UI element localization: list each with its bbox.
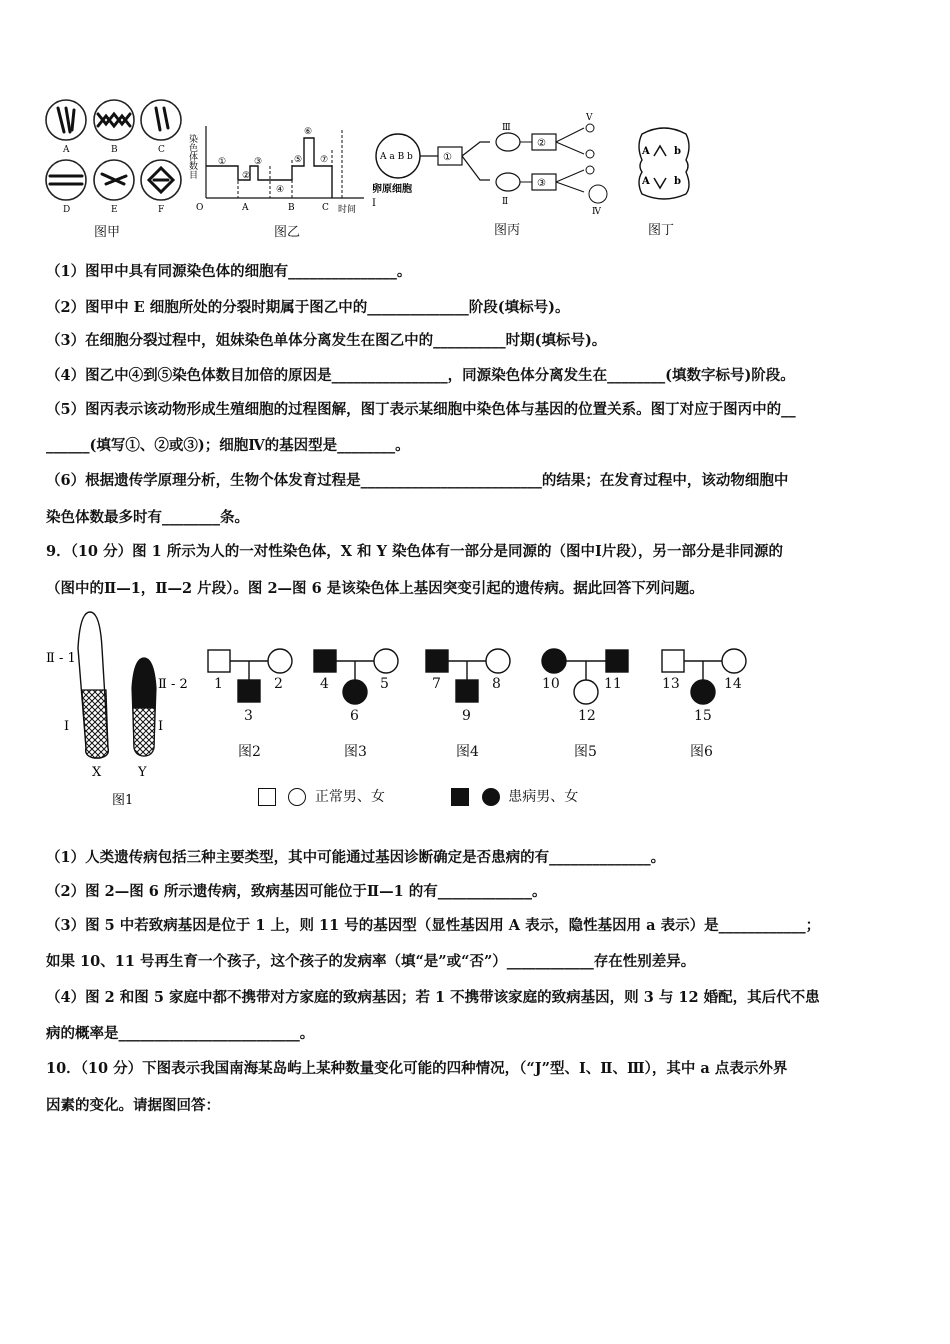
caption-bing: 图丙 (494, 223, 521, 238)
ped6-father: 13 (662, 676, 680, 692)
ped4-mother: 8 (492, 676, 501, 692)
bing-step-3: ③ (537, 178, 546, 189)
yi-stage-6: ⑥ (304, 127, 313, 137)
ding-gene-3: A (642, 176, 650, 187)
bing-cell-3: Ⅲ (502, 123, 511, 133)
figure-jia (44, 98, 186, 216)
normal-male-icon (258, 788, 276, 806)
bing-step-2: ② (537, 138, 546, 149)
jia-label-d: D (63, 205, 71, 215)
q9-line-3: （3）图 5 中若致病基因是位于 1 上，则 11 号的基因型（显性基因用 A 表示，隐性基因用 a 表示）是____________； (46, 917, 821, 934)
bing-step-1: ① (443, 152, 452, 163)
q10-line-1: 10．（10 分）下图表示我国南海某岛屿上某种数量变化可能的四种情况，（“J”型、Ⅰ、Ⅱ、Ⅲ），其中 a 点表示外界 (46, 1060, 788, 1077)
ped3-mother: 5 (380, 676, 389, 692)
affected-male-icon (451, 788, 469, 806)
ped3-caption: 图3 (344, 744, 367, 760)
caption-ding: 图丁 (648, 223, 675, 238)
figure-bing (370, 112, 622, 218)
figure-yi (187, 120, 370, 216)
q8-line-5: （5）图丙表示该动物形成生殖细胞的过程图解，图丁表示某细胞中染色体与基因的位置关系。图丁对应于图丙中的__ (46, 401, 796, 418)
pedigree-legend (258, 786, 578, 806)
bing-cell-genes: A a B b (380, 152, 413, 162)
legend-normal-text: 正常男、女 (314, 789, 385, 805)
q9-line-5: （4）图 2 和图 5 家庭中都不携带对方家庭的致病基因；若 1 不携带该家庭的致病基因，则 3 与 12 婚配，其后代不患 (46, 989, 820, 1006)
chrom-label-x: X (92, 765, 102, 780)
fig1-caption: 图1 (112, 793, 134, 808)
ped5-child: 12 (578, 708, 596, 724)
jia-label-c: C (158, 145, 165, 155)
chrom-label-i-x: Ⅰ (64, 719, 70, 734)
ding-gene-2: b (674, 146, 681, 157)
ped5-mother: 11 (604, 676, 622, 692)
ped6-child: 15 (694, 708, 712, 724)
chrom-label-i-y: Ⅰ (158, 719, 164, 734)
ding-gene-1: A (642, 146, 650, 157)
q8-line-7: （6）根据遗传学原理分析，生物个体发育过程是_________________________的结果；在发育过程中，该动物细胞中 (46, 472, 789, 489)
ped3-father: 4 (320, 676, 329, 692)
ped3-child: 6 (350, 708, 359, 724)
ped2-mother: 2 (274, 676, 283, 692)
q9-intro-1: 9．（10 分）图 1 所示为人的一对性染色体，X 和 Y 染色体有一部分是同源的（图中Ⅰ片段），另一部分是非同源的 (46, 543, 784, 560)
ped4-caption: 图4 (456, 744, 479, 760)
caption-jia: 图甲 (94, 225, 121, 240)
q9-intro-2: （图中的Ⅱ—1，Ⅱ—2 片段）。图 2—图 6 是该染色体上基因突变引起的遗传病。据此回答下列问题。 (46, 580, 704, 597)
yi-origin: O (196, 203, 204, 213)
yi-stage-1: ① (218, 157, 227, 167)
q8-line-6: ______(填写①、②或③)；细胞Ⅳ的基因型是________。 (46, 437, 410, 454)
jia-label-f: F (158, 205, 165, 215)
q10-line-2: 因素的变化。请据图回答： (46, 1097, 220, 1114)
figure-ding (634, 126, 696, 200)
affected-female-icon (482, 788, 500, 806)
ped2-father: 1 (214, 676, 223, 692)
yi-tick-a: A (242, 203, 249, 213)
legend-affected-text: 患病男、女 (508, 789, 579, 805)
ped6-caption: 图6 (690, 744, 713, 760)
q8-line-2: （2）图甲中 E 细胞所处的分裂时期属于图乙中的______________阶段(填标号)。 (46, 299, 570, 316)
ped6-mother: 14 (724, 676, 742, 692)
q8-line-3: （3）在细胞分裂过程中，姐妹染色单体分离发生在图乙中的__________时期(填标号)。 (46, 332, 607, 349)
jia-label-e: E (111, 205, 118, 215)
q9-line-2: （2）图 2—图 6 所示遗传病，致病基因可能位于Ⅱ—1 的有_____________。 (46, 883, 547, 900)
pedigrees (200, 640, 760, 770)
yi-stage-7: ⑦ (320, 155, 329, 165)
q8-line-1: （1）图甲中具有同源染色体的细胞有_______________。 (46, 263, 412, 280)
ped2-caption: 图2 (238, 744, 261, 760)
bing-cell-label: 卵原细胞 (372, 184, 412, 195)
ped5-caption: 图5 (574, 744, 597, 760)
ped5-father: 10 (542, 676, 560, 692)
chrom-label-ii1: Ⅱ - 1 (46, 651, 76, 666)
normal-female-icon (288, 788, 306, 806)
q8-line-4: （4）图乙中④到⑤染色体数目加倍的原因是________________，同源染色体分离发生在________(填数字标号)阶段。 (46, 367, 795, 384)
ding-gene-4: b (674, 176, 681, 187)
yi-tick-c: C (322, 203, 329, 213)
yi-stage-4: ④ (276, 185, 285, 195)
ped4-child: 9 (462, 708, 471, 724)
yi-ylabel: 染色体数目 (187, 134, 197, 179)
bing-cell-roman-1: Ⅰ (372, 198, 376, 209)
ped4-father: 7 (432, 676, 441, 692)
jia-label-b: B (111, 145, 118, 155)
yi-stage-5: ⑤ (294, 155, 303, 165)
yi-tick-b: B (288, 203, 295, 213)
ped2-child: 3 (244, 708, 253, 724)
q9-line-4: 如果 10、11 号再生育一个孩子，这个孩子的发病率（填“是”或“否”）____________存在性别差异。 (46, 953, 696, 970)
q9-line-1: （1）人类遗传病包括三种主要类型，其中可能通过基因诊断确定是否患病的有______________。 (46, 849, 666, 866)
bing-cell-4: Ⅳ (592, 207, 601, 217)
jia-label-a: A (63, 145, 70, 155)
chrom-label-y: Y (138, 765, 147, 780)
q8-line-8: 染色体数最多时有________条。 (46, 509, 249, 526)
yi-xlabel: 时间 (338, 205, 357, 215)
bing-cell-5: Ⅴ (586, 113, 593, 123)
figure-1-chromosomes (44, 608, 194, 808)
yi-stage-2: ② (242, 171, 251, 181)
bing-cell-2: Ⅱ (502, 197, 509, 207)
q9-line-6: 病的概率是_________________________。 (46, 1025, 315, 1042)
yi-stage-3: ③ (254, 157, 263, 167)
caption-yi: 图乙 (274, 225, 301, 240)
chrom-label-ii2: Ⅱ - 2 (158, 677, 188, 692)
